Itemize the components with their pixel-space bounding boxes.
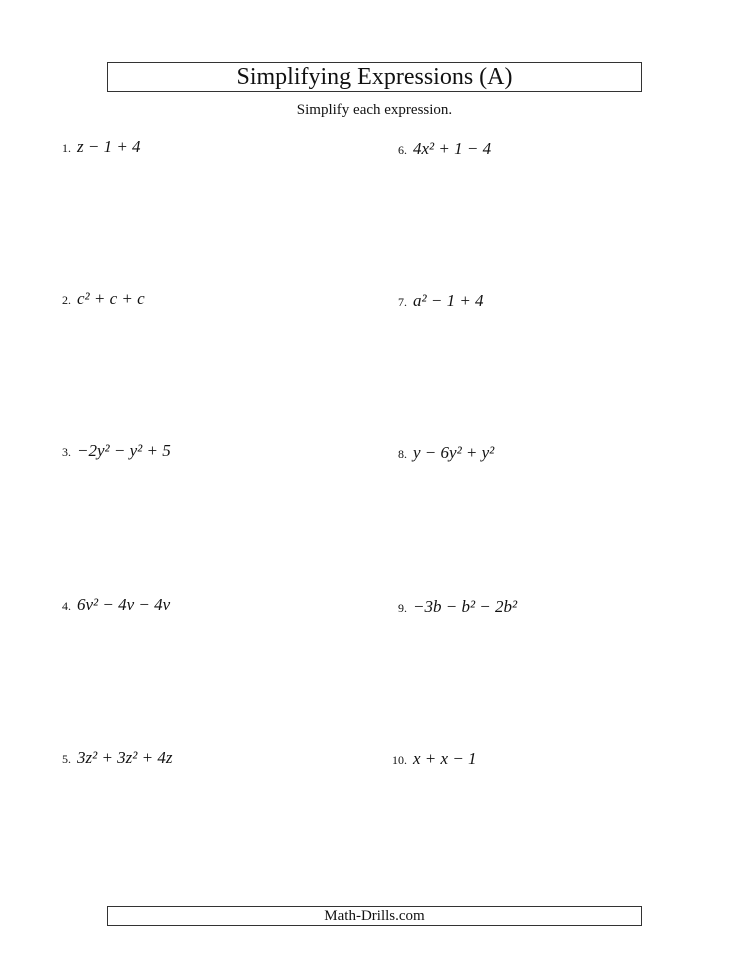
problem-expression: x + x − 1 xyxy=(413,749,477,768)
problem-4 xyxy=(62,595,170,615)
problem-expression: c² + c + c xyxy=(77,289,145,308)
problem-6 xyxy=(398,139,491,159)
problem-10 xyxy=(392,749,477,769)
footer-branding: Math-Drills.com xyxy=(107,906,642,926)
problem-2 xyxy=(62,289,145,309)
problem-number: 9. xyxy=(398,601,407,615)
problem-number: 8. xyxy=(398,447,407,461)
problem-expression: −2y² − y² + 5 xyxy=(77,441,171,460)
problem-number: 7. xyxy=(398,295,407,309)
problem-8 xyxy=(398,443,494,463)
instructions: Simplify each expression. xyxy=(296,102,453,118)
problem-expression: a² − 1 + 4 xyxy=(413,291,484,310)
problem-number: 2. xyxy=(62,293,71,307)
problem-1 xyxy=(62,137,141,157)
problem-expression: y − 6y² + y² xyxy=(413,443,495,462)
problem-9 xyxy=(398,597,517,617)
problem-number: 3. xyxy=(62,445,71,459)
problem-expression: −3b − b² − 2b² xyxy=(413,597,518,616)
worksheet-title: Simplifying Expressions (A) xyxy=(107,62,642,92)
problem-expression: z − 1 + 4 xyxy=(77,137,141,156)
problem-expression: 4x² + 1 − 4 xyxy=(413,139,492,158)
problem-number: 5. xyxy=(62,752,71,766)
problem-number: 6. xyxy=(398,143,407,157)
problem-expression: 3z² + 3z² + 4z xyxy=(77,748,173,767)
problem-expression: 6v² − 4v − 4v xyxy=(77,595,171,614)
problem-number: 10. xyxy=(392,753,407,767)
problem-number: 1. xyxy=(62,141,71,155)
problem-3 xyxy=(62,441,171,461)
problem-7 xyxy=(398,291,484,311)
problem-number: 4. xyxy=(62,599,71,613)
problem-5 xyxy=(62,748,172,768)
